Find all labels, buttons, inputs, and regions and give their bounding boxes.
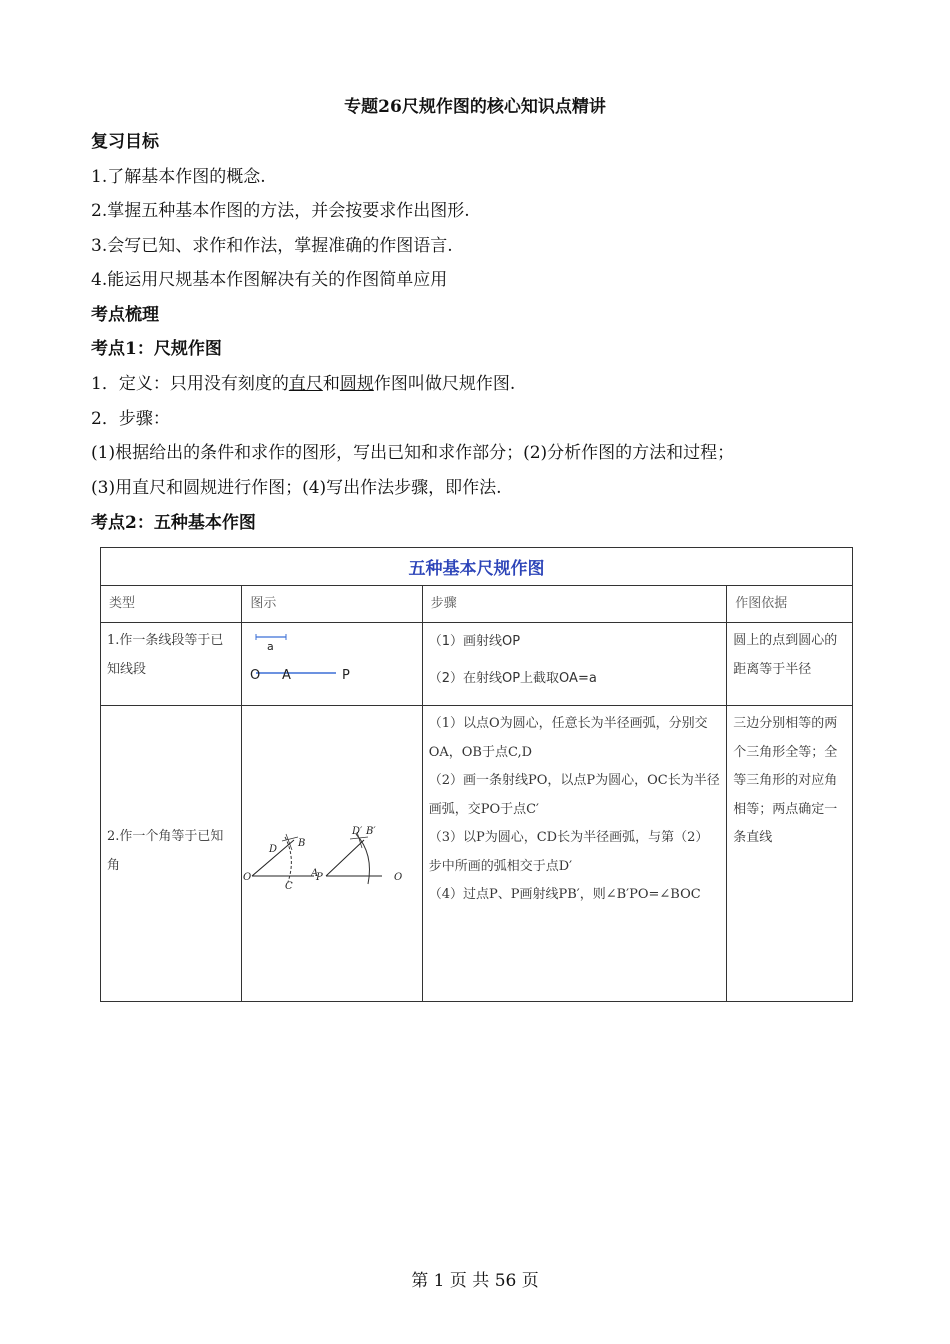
table-row bbox=[101, 706, 853, 1002]
label-a: a bbox=[267, 640, 275, 653]
row1-step: （1）画射线OP bbox=[428, 634, 521, 649]
goal-item: 3.会写已知、求作和作法，掌握准确的作图语言. bbox=[91, 236, 453, 256]
label-P: P bbox=[342, 668, 351, 683]
row2-basis: 三边分别相等的两个三角形全等；全等三角形的对应角相等；两点确定一条直线 bbox=[733, 716, 838, 845]
row1-step: （2）在射线OP上截取OA=a bbox=[428, 671, 597, 686]
definition-compass: 圆规 bbox=[339, 374, 374, 394]
header-steps: 步骤 bbox=[422, 586, 727, 623]
construction-table bbox=[100, 547, 853, 1002]
row2-type: 2.作一个角等于已知角 bbox=[107, 829, 224, 873]
row2-step: （4）过点P、P画射线PB′，则∠B′PO=∠BOC bbox=[428, 887, 701, 902]
goal-item: 4.能运用尺规基本作图解决有关的作图简单应用 bbox=[91, 270, 448, 290]
table-header-row bbox=[101, 586, 853, 623]
header-figure: 图示 bbox=[242, 586, 422, 623]
label-O: O bbox=[243, 871, 252, 883]
page-title: 专题26尺规作图的核心知识点精讲 bbox=[344, 97, 606, 117]
label-A: A bbox=[311, 867, 319, 879]
definition-ruler: 直尺 bbox=[288, 374, 323, 394]
segment-construction-figure bbox=[242, 623, 414, 701]
page-footer: 第 1 页 共 56 页 bbox=[411, 1271, 539, 1291]
table-row bbox=[101, 623, 853, 706]
header-type: 类型 bbox=[101, 586, 242, 623]
definition-suffix: 作图叫做尺规作图. bbox=[373, 374, 516, 394]
label-D-prime: D′ bbox=[352, 825, 363, 837]
label-B-prime: B′ bbox=[366, 825, 376, 837]
label-C: C bbox=[285, 880, 293, 892]
angle-construction-figure bbox=[242, 812, 414, 892]
label-B: B bbox=[298, 837, 306, 849]
steps-label: 2．步骤： bbox=[91, 409, 170, 429]
definition-and: 和 bbox=[322, 374, 340, 394]
row2-figure bbox=[242, 706, 422, 1002]
label-A: A bbox=[282, 668, 292, 683]
row1-figure bbox=[242, 623, 422, 706]
label-O: O bbox=[250, 668, 261, 683]
table-title: 五种基本尺规作图 bbox=[101, 548, 853, 586]
label-O-2: O bbox=[394, 871, 403, 883]
row2-step: （3）以P为圆心，CD长为半径画弧，与第（2）步中所画的弧相交于点D′ bbox=[428, 830, 709, 874]
label-D: D bbox=[269, 843, 278, 855]
row2-step: （1）以点O为圆心，任意长为半径画弧，分别交OA，OB于点C,D bbox=[428, 716, 708, 760]
key-points-heading: 考点梳理 bbox=[91, 305, 159, 325]
goal-item: 1.了解基本作图的概念. bbox=[91, 167, 266, 187]
goal-item: 2.掌握五种基本作图的方法，并会按要求作出图形. bbox=[91, 201, 470, 221]
key-point-1-heading: 考点1：尺规作图 bbox=[91, 339, 222, 359]
definition-prefix: 1．定义：只用没有刻度的 bbox=[91, 374, 289, 394]
definition-line bbox=[91, 369, 515, 394]
key-point-2-heading: 考点2：五种基本作图 bbox=[91, 513, 256, 533]
row2-step: （2）画一条射线PO，以点P为圆心，OC长为半径画弧，交PO于点C′ bbox=[428, 773, 720, 817]
header-basis: 作图依据 bbox=[727, 586, 853, 623]
review-goals-heading: 复习目标 bbox=[91, 132, 159, 152]
steps-line: (1)根据给出的条件和求作的图形，写出已知和求作部分；(2)分析作图的方法和过程； bbox=[91, 443, 735, 463]
label-P: P bbox=[316, 871, 324, 883]
row1-basis: 圆上的点到圆心的距离等于半径 bbox=[733, 633, 838, 677]
steps-line: (3)用直尺和圆规进行作图；(4)写出作法步骤，即作法. bbox=[91, 478, 502, 498]
row1-type: 1.作一条线段等于已知线段 bbox=[107, 633, 224, 677]
